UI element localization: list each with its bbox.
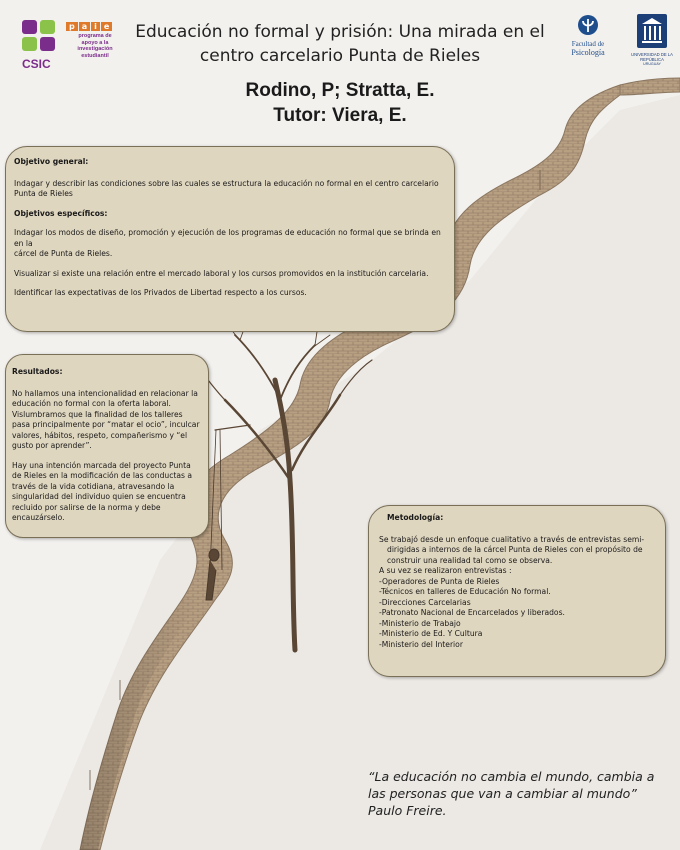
csic-logo: [22, 20, 62, 70]
methodology-item: -Direcciones Carcelarias: [379, 597, 471, 607]
methodology-heading: Metodología:: [387, 513, 444, 522]
methodology-line: construir una realidad tal como se observa.: [387, 555, 553, 565]
freire-quote: “La educación no cambia el mundo, cambia a las personas que van a cambiar al mundo” Paulo Freire.: [368, 769, 655, 818]
results-paragraph-2: Hay una intención marcada del proyecto Punta de Rieles en la modificación de las conductas a través de la vida cotidiana, atravesando la singularidad del individuo quien se encuentra recluido por salirse de la norma y debe encauzárselo.: [12, 460, 193, 522]
paie-text-line: investigación: [77, 46, 113, 52]
psi-emblem-icon: [577, 14, 599, 36]
psicologia-line1: Facultad de: [571, 40, 605, 48]
methodology-line: Se trabajó desde un enfoque cualitativo a través de entrevistas semi-: [379, 534, 645, 544]
udelar-sublabel: URUGUAY: [643, 62, 661, 66]
csic-squares-icon: [22, 20, 56, 52]
udelar-building-icon: [637, 14, 667, 48]
methodology-item: -Operadores de Punta de Rieles: [379, 576, 500, 586]
results-heading: Resultados:: [12, 367, 63, 376]
general-objective-heading: Objetivo general:: [14, 157, 89, 166]
poster-title: [130, 20, 550, 68]
objectives-box: [5, 146, 455, 332]
methodology-item: -Técnicos en talleres de Educación No formal.: [379, 587, 551, 596]
title-line-2: centro carcelario Punta de Rieles: [199, 46, 481, 66]
methodology-text: [379, 535, 655, 651]
general-objective-text: Indagar y describir las condiciones sobre las cuales se estructura la educación no formal en el centro carcelario Punta de Rieles: [14, 178, 439, 198]
specific-objective-2: Visualizar si existe una relación entre el mercado laboral y los cursos promovidos en la institución carcelaria.: [14, 268, 429, 278]
specific-objectives-heading: Objetivos específicos:: [14, 208, 108, 218]
paie-letter: a: [79, 22, 90, 31]
psicologia-logo: [560, 14, 616, 66]
results-box: [5, 354, 209, 538]
paie-letters: [66, 22, 124, 31]
authors: Rodino, P; Stratta, E.: [245, 80, 435, 101]
paie-text-line: estudiantil: [81, 52, 109, 59]
paie-text-line: programa de: [78, 33, 112, 39]
methodology-line: dirigidas a internos de la cárcel Punta de Rieles con el propósito de: [387, 545, 643, 554]
tutor: Tutor: Viera, E.: [273, 105, 407, 126]
udelar-logo: [630, 14, 674, 72]
methodology-item: -Ministerio de Trabajo: [379, 618, 461, 628]
psicologia-line2: Psicología: [571, 48, 605, 57]
specific-objective-1a: Indagar los modos de diseño, promoción y ejecución de los programas de educación no formal que se brinda en en la: [14, 228, 441, 248]
paie-letter: p: [66, 22, 78, 31]
paie-letter: i: [91, 22, 100, 31]
csic-label: CSIC: [22, 57, 51, 71]
title-line-1: Educación no formal y prisión: Una mirada en el: [135, 22, 545, 42]
paie-letter: e: [101, 22, 112, 31]
methodology-line: A su vez se realizaron entrevistas :: [379, 566, 512, 575]
methodology-item: -Ministerio del Interior: [379, 639, 463, 649]
specific-objective-3: Identificar las expectativas de los Privados de Libertad respecto a los cursos.: [14, 288, 307, 297]
methodology-item: -Ministerio de Ed. Y Cultura: [379, 629, 483, 638]
specific-objective-1b: cárcel de Punta de Rieles.: [14, 249, 113, 258]
methodology-item: -Patronato Nacional de Encarcelados y liberados.: [379, 608, 565, 617]
paie-text-line: apoyo a la: [81, 39, 109, 46]
authors-block: [150, 78, 530, 128]
methodology-box: [368, 505, 666, 677]
udelar-label: UNIVERSIDAD DE LA REPÚBLICA: [631, 52, 673, 62]
results-paragraph-1: No hallamos una intencionalidad en relacionar la educación no formal con la oferta laboral. Vislumbramos que la finalidad de los talleres pasa principalmente por “matar el ocio”, inculcar valores, hábitos, respeto, compañerismo y “el gusto por aprender”.: [12, 388, 200, 450]
paie-logo: [66, 22, 124, 74]
